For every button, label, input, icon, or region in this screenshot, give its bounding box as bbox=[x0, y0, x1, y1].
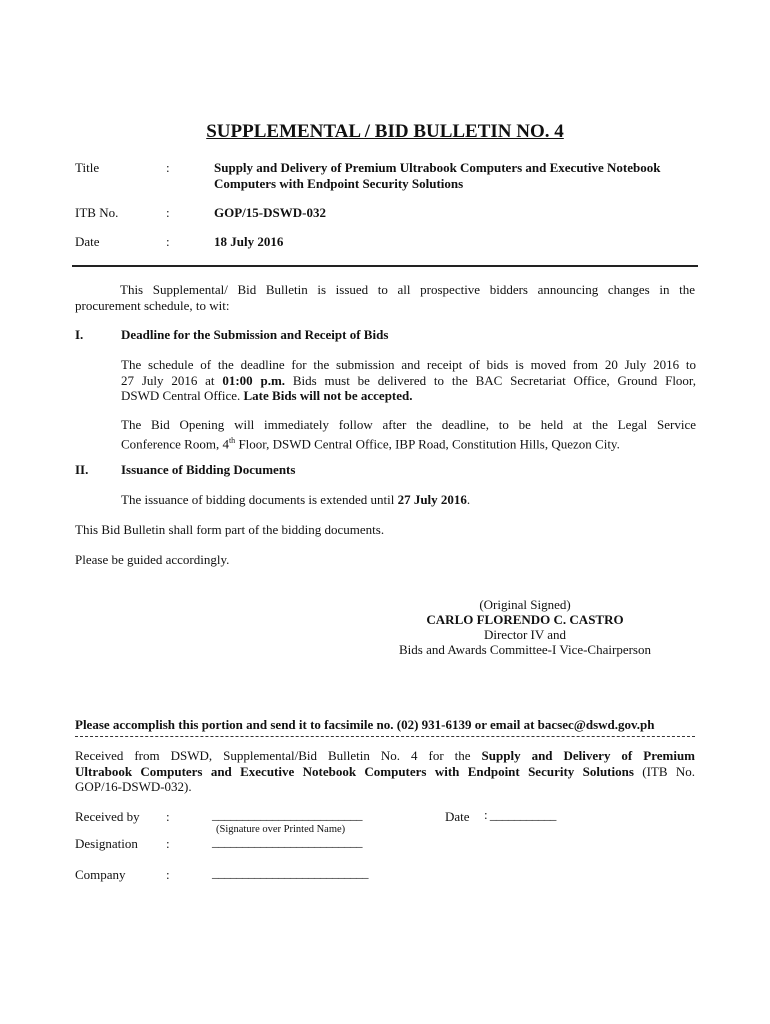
intro-line2: procurement schedule, to wit: bbox=[75, 297, 230, 313]
received-by-field[interactable]: _________________________ bbox=[212, 807, 362, 822]
received-line2-a: Ultrabook Computers and Executive Notebook Computers with Endpoint Security Solutions bbox=[75, 763, 634, 779]
signature-caption: (Signature over Printed Name) bbox=[216, 824, 346, 835]
received-line2-b: (ITB No. bbox=[633, 763, 695, 779]
itb-label: ITB No. bbox=[75, 205, 119, 220]
section1-p1-line2-a: 27 July 2016 at bbox=[121, 372, 223, 388]
date-value: 18 July 2016 bbox=[214, 234, 284, 249]
section1-p1-line1: The schedule of the deadline for the submission and receipt of bids is moved from 20 July 2016 to bbox=[121, 357, 696, 372]
section2-p1-c: . bbox=[466, 492, 471, 507]
section2-heading: Issuance of Bidding Documents bbox=[121, 462, 296, 477]
signatory-name: CARLO FLORENDO C. CASTRO bbox=[426, 612, 624, 627]
closing-line1: This Bid Bulletin shall form part of the bidding documents. bbox=[75, 522, 385, 537]
section1-p2-sup: th bbox=[228, 435, 236, 445]
signature-block bbox=[380, 597, 670, 657]
section1-paragraph2 bbox=[121, 417, 696, 451]
designation-label: Designation bbox=[75, 836, 138, 851]
section1-p1-late-notice: Late Bids will not be accepted. bbox=[243, 388, 413, 403]
section1-number: I. bbox=[75, 327, 84, 342]
received-line2 bbox=[75, 764, 695, 780]
received-by-colon: : bbox=[166, 809, 170, 824]
section1-p2-line2 bbox=[121, 433, 696, 452]
title-value bbox=[214, 160, 704, 192]
section1-p1-line3 bbox=[121, 388, 696, 404]
intro-paragraph bbox=[75, 282, 695, 313]
received-line3: GOP/16-DSWD-032). bbox=[75, 779, 192, 794]
received-by-label: Received by bbox=[75, 809, 140, 824]
received-line1-a: Received from DSWD, Supplemental/Bid Bulletin No. 4 for the bbox=[75, 748, 482, 763]
header-divider bbox=[72, 265, 698, 267]
form-date-label: Date bbox=[445, 809, 470, 824]
title-value-line2: Computers with Endpoint Security Solutions bbox=[214, 176, 464, 191]
section1-p2-line2-a: Conference Room, 4 bbox=[121, 435, 229, 451]
form-dashed-separator bbox=[75, 736, 695, 737]
itb-value: GOP/15-DSWD-032 bbox=[214, 205, 326, 220]
company-label: Company bbox=[75, 867, 126, 882]
section1-p1-line2-c: Bids must be delivered to the BAC Secretariat Office, Ground Floor, bbox=[285, 372, 696, 388]
section2-p1-a: The issuance of bidding documents is extended until bbox=[121, 492, 398, 507]
signatory-position: Director IV and bbox=[483, 627, 567, 642]
form-instruction: Please accomplish this portion and send it to facsimile no. (02) 931-6139 or email at bacsec@dswd.gov.ph bbox=[75, 717, 655, 732]
received-line1 bbox=[75, 748, 695, 764]
section1-paragraph1 bbox=[121, 357, 696, 404]
designation-field[interactable]: _________________________ bbox=[212, 834, 362, 849]
form-date-field[interactable]: : ___________ bbox=[484, 807, 556, 822]
section1-p1-line2 bbox=[121, 373, 696, 389]
signatory-committee: Bids and Awards Committee-I Vice-Chairperson bbox=[399, 642, 651, 657]
title-value-line1: Supply and Delivery of Premium Ultrabook Computers and Executive Notebook bbox=[214, 160, 661, 175]
closing-line2: Please be guided accordingly. bbox=[75, 552, 230, 567]
section1-p2-line1: The Bid Opening will immediately follow after the deadline, to be held at the Legal Service bbox=[121, 417, 696, 432]
page-title: SUPPLEMENTAL / BID BULLETIN NO. 4 bbox=[206, 121, 564, 142]
section1-p2-line2-b: Floor, DSWD Central Office, IBP Road, Constitution Hills, Quezon City. bbox=[235, 435, 620, 451]
itb-colon: : bbox=[166, 205, 170, 220]
section1-p1-time: 01:00 p.m. bbox=[222, 372, 286, 388]
intro-line1: This Supplemental/ Bid Bulletin is issued to all prospective bidders announcing changes in the bbox=[120, 282, 695, 297]
title-label: Title bbox=[75, 160, 100, 175]
section2-number: II. bbox=[75, 462, 89, 477]
received-paragraph bbox=[75, 748, 695, 795]
date-colon: : bbox=[166, 234, 170, 249]
section2-paragraph bbox=[121, 492, 696, 508]
received-line1-b: Supply and Delivery of Premium bbox=[481, 748, 696, 763]
section1-p1-line3-a: DSWD Central Office. bbox=[121, 388, 244, 403]
date-label: Date bbox=[75, 234, 100, 249]
designation-colon: : bbox=[166, 836, 170, 851]
section2-p1-date: 27 July 2016 bbox=[397, 492, 467, 507]
company-colon: : bbox=[166, 867, 170, 882]
section1-heading: Deadline for the Submission and Receipt of Bids bbox=[121, 327, 389, 342]
title-colon: : bbox=[166, 160, 170, 175]
company-field[interactable]: __________________________ bbox=[212, 865, 368, 880]
signature-signed: (Original Signed) bbox=[479, 597, 571, 612]
